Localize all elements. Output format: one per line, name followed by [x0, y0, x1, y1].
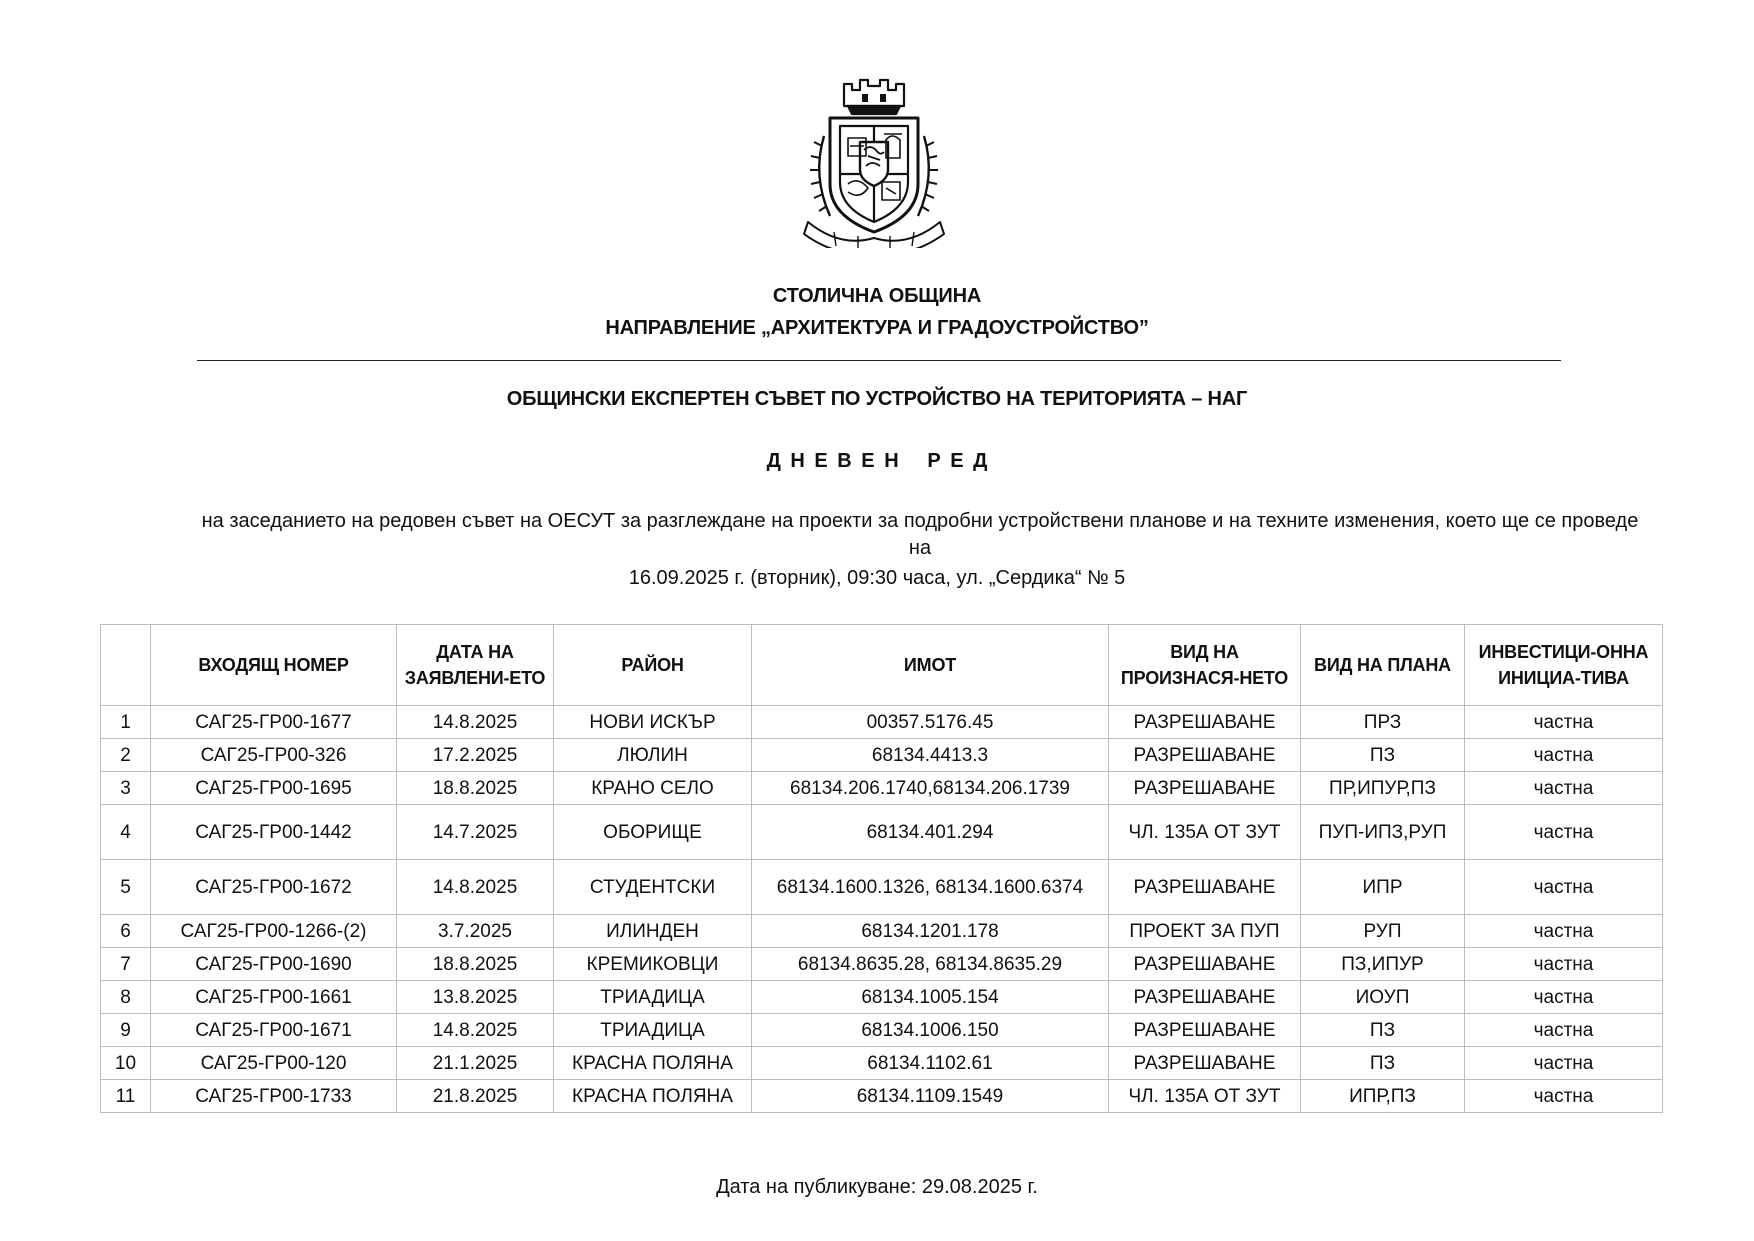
- cell-number: 10: [101, 1047, 151, 1080]
- column-header-incoming-number: ВХОДЯЩ НОМЕР: [151, 625, 397, 706]
- cell-decision-type: РАЗРЕШАВАНЕ: [1109, 981, 1301, 1014]
- meeting-description: на заседанието на редовен съвет на ОЕСУТ за разглеждане на проекти за подробни устройствени планове и на техните изменения, което ще се проведе на: [201, 510, 1639, 559]
- cell-property: 68134.1109.1549: [752, 1080, 1109, 1113]
- table-row: [101, 1047, 1663, 1080]
- cell-district: КРАНО СЕЛО: [554, 772, 752, 805]
- sofia-coat-of-arms-logo: [800, 76, 948, 248]
- table-row: [101, 706, 1663, 739]
- cell-decision-type: ПРОЕКТ ЗА ПУП: [1109, 915, 1301, 948]
- cell-plan-type: ИОУП: [1301, 981, 1465, 1014]
- cell-investment-initiative: частна: [1465, 915, 1663, 948]
- column-header-investment-initiative: ИНВЕСТИЦИ-ОННА ИНИЦИА-ТИВА: [1465, 625, 1663, 706]
- cell-district: ТРИАДИЦА: [554, 1014, 752, 1047]
- cell-incoming-number: САГ25-ГР00-1442: [151, 805, 397, 860]
- table-row: [101, 948, 1663, 981]
- agenda-table: [100, 624, 1663, 1113]
- cell-property: 68134.401.294: [752, 805, 1109, 860]
- cell-property: 68134.1006.150: [752, 1014, 1109, 1047]
- cell-decision-type: РАЗРЕШАВАНЕ: [1109, 948, 1301, 981]
- cell-investment-initiative: частна: [1465, 706, 1663, 739]
- cell-incoming-number: САГ25-ГР00-1661: [151, 981, 397, 1014]
- table-row: [101, 1014, 1663, 1047]
- cell-application-date: 17.2.2025: [397, 739, 554, 772]
- cell-plan-type: ИПР,ПЗ: [1301, 1080, 1465, 1113]
- cell-number: 5: [101, 860, 151, 915]
- cell-application-date: 21.1.2025: [397, 1047, 554, 1080]
- cell-number: 6: [101, 915, 151, 948]
- cell-application-date: 13.8.2025: [397, 981, 554, 1014]
- cell-decision-type: РАЗРЕШАВАНЕ: [1109, 706, 1301, 739]
- cell-decision-type: ЧЛ. 135А ОТ ЗУТ: [1109, 805, 1301, 860]
- meeting-date-line: 16.09.2025 г. (вторник), 09:30 часа, ул. „Сердика“ № 5: [628, 567, 1126, 589]
- council-title: ОБЩИНСКИ ЕКСПЕРТЕН СЪВЕТ ПО УСТРОЙСТВО НА ТЕРИТОРИЯТА – НАГ: [506, 388, 1248, 410]
- cell-district: ТРИАДИЦА: [554, 981, 752, 1014]
- department-name: НАПРАВЛЕНИЕ „АРХИТЕКТУРА И ГРАДОУСТРОЙСТВО”: [605, 317, 1149, 339]
- cell-application-date: 18.8.2025: [397, 948, 554, 981]
- cell-incoming-number: САГ25-ГР00-1672: [151, 860, 397, 915]
- cell-property: 68134.4413.3: [752, 739, 1109, 772]
- cell-district: ОБОРИЩЕ: [554, 805, 752, 860]
- cell-decision-type: ЧЛ. 135А ОТ ЗУТ: [1109, 1080, 1301, 1113]
- cell-number: 3: [101, 772, 151, 805]
- cell-incoming-number: САГ25-ГР00-120: [151, 1047, 397, 1080]
- cell-property: 68134.1102.61: [752, 1047, 1109, 1080]
- cell-investment-initiative: частна: [1465, 1014, 1663, 1047]
- cell-investment-initiative: частна: [1465, 772, 1663, 805]
- cell-incoming-number: САГ25-ГР00-1671: [151, 1014, 397, 1047]
- agenda-title: Д Н Е В Е Н Р Е Д: [766, 450, 988, 472]
- column-header-number: [101, 625, 151, 706]
- cell-investment-initiative: частна: [1465, 1047, 1663, 1080]
- table-header-row: [101, 625, 1663, 706]
- cell-plan-type: РУП: [1301, 915, 1465, 948]
- cell-number: 2: [101, 739, 151, 772]
- cell-property: 00357.5176.45: [752, 706, 1109, 739]
- cell-district: ЛЮЛИН: [554, 739, 752, 772]
- table-body: [101, 706, 1663, 1113]
- cell-application-date: 14.7.2025: [397, 805, 554, 860]
- column-header-property: ИМОТ: [752, 625, 1109, 706]
- cell-district: КРЕМИКОВЦИ: [554, 948, 752, 981]
- cell-plan-type: ИПР: [1301, 860, 1465, 915]
- cell-investment-initiative: частна: [1465, 739, 1663, 772]
- cell-plan-type: ПЗ: [1301, 1047, 1465, 1080]
- cell-application-date: 21.8.2025: [397, 1080, 554, 1113]
- column-header-district: РАЙОН: [554, 625, 752, 706]
- cell-investment-initiative: частна: [1465, 805, 1663, 860]
- cell-district: ИЛИНДЕН: [554, 915, 752, 948]
- cell-number: 4: [101, 805, 151, 860]
- cell-investment-initiative: частна: [1465, 948, 1663, 981]
- cell-decision-type: РАЗРЕШАВАНЕ: [1109, 772, 1301, 805]
- cell-plan-type: ПЗ: [1301, 739, 1465, 772]
- cell-number: 11: [101, 1080, 151, 1113]
- cell-property: 68134.8635.28, 68134.8635.29: [752, 948, 1109, 981]
- cell-incoming-number: САГ25-ГР00-326: [151, 739, 397, 772]
- cell-incoming-number: САГ25-ГР00-1733: [151, 1080, 397, 1113]
- cell-district: КРАСНА ПОЛЯНА: [554, 1080, 752, 1113]
- cell-plan-type: ПРЗ: [1301, 706, 1465, 739]
- cell-number: 8: [101, 981, 151, 1014]
- cell-decision-type: РАЗРЕШАВАНЕ: [1109, 739, 1301, 772]
- cell-application-date: 14.8.2025: [397, 1014, 554, 1047]
- cell-plan-type: ПР,ИПУР,ПЗ: [1301, 772, 1465, 805]
- column-header-plan-type: ВИД НА ПЛАНА: [1301, 625, 1465, 706]
- cell-application-date: 14.8.2025: [397, 706, 554, 739]
- cell-district: СТУДЕНТСКИ: [554, 860, 752, 915]
- cell-plan-type: ПЗ: [1301, 1014, 1465, 1047]
- cell-number: 9: [101, 1014, 151, 1047]
- cell-incoming-number: САГ25-ГР00-1695: [151, 772, 397, 805]
- column-header-decision-type: ВИД НА ПРОИЗНАСЯ-НЕТО: [1109, 625, 1301, 706]
- cell-investment-initiative: частна: [1465, 860, 1663, 915]
- cell-plan-type: ПУП-ИПЗ,РУП: [1301, 805, 1465, 860]
- cell-number: 7: [101, 948, 151, 981]
- table-row: [101, 1080, 1663, 1113]
- column-header-application-date: ДАТА НА ЗАЯВЛЕНИ-ЕТО: [397, 625, 554, 706]
- cell-number: 1: [101, 706, 151, 739]
- cell-decision-type: РАЗРЕШАВАНЕ: [1109, 860, 1301, 915]
- publication-date: Дата на публикуване: 29.08.2025 г.: [716, 1176, 1038, 1198]
- cell-incoming-number: САГ25-ГР00-1677: [151, 706, 397, 739]
- cell-property: 68134.1600.1326, 68134.1600.6374: [752, 860, 1109, 915]
- header-divider: [197, 360, 1561, 361]
- cell-plan-type: ПЗ,ИПУР: [1301, 948, 1465, 981]
- table-row: [101, 915, 1663, 948]
- cell-application-date: 14.8.2025: [397, 860, 554, 915]
- cell-property: 68134.1005.154: [752, 981, 1109, 1014]
- cell-decision-type: РАЗРЕШАВАНЕ: [1109, 1014, 1301, 1047]
- cell-property: 68134.1201.178: [752, 915, 1109, 948]
- cell-application-date: 3.7.2025: [397, 915, 554, 948]
- cell-decision-type: РАЗРЕШАВАНЕ: [1109, 1047, 1301, 1080]
- cell-incoming-number: САГ25-ГР00-1266-(2): [151, 915, 397, 948]
- cell-application-date: 18.8.2025: [397, 772, 554, 805]
- cell-investment-initiative: частна: [1465, 1080, 1663, 1113]
- table-row: [101, 981, 1663, 1014]
- organization-name: СТОЛИЧНА ОБЩИНА: [772, 285, 982, 307]
- cell-investment-initiative: частна: [1465, 981, 1663, 1014]
- table-row: [101, 860, 1663, 915]
- cell-district: НОВИ ИСКЪР: [554, 706, 752, 739]
- cell-property: 68134.206.1740,68134.206.1739: [752, 772, 1109, 805]
- table-row: [101, 739, 1663, 772]
- table-row: [101, 805, 1663, 860]
- cell-district: КРАСНА ПОЛЯНА: [554, 1047, 752, 1080]
- table-row: [101, 772, 1663, 805]
- cell-incoming-number: САГ25-ГР00-1690: [151, 948, 397, 981]
